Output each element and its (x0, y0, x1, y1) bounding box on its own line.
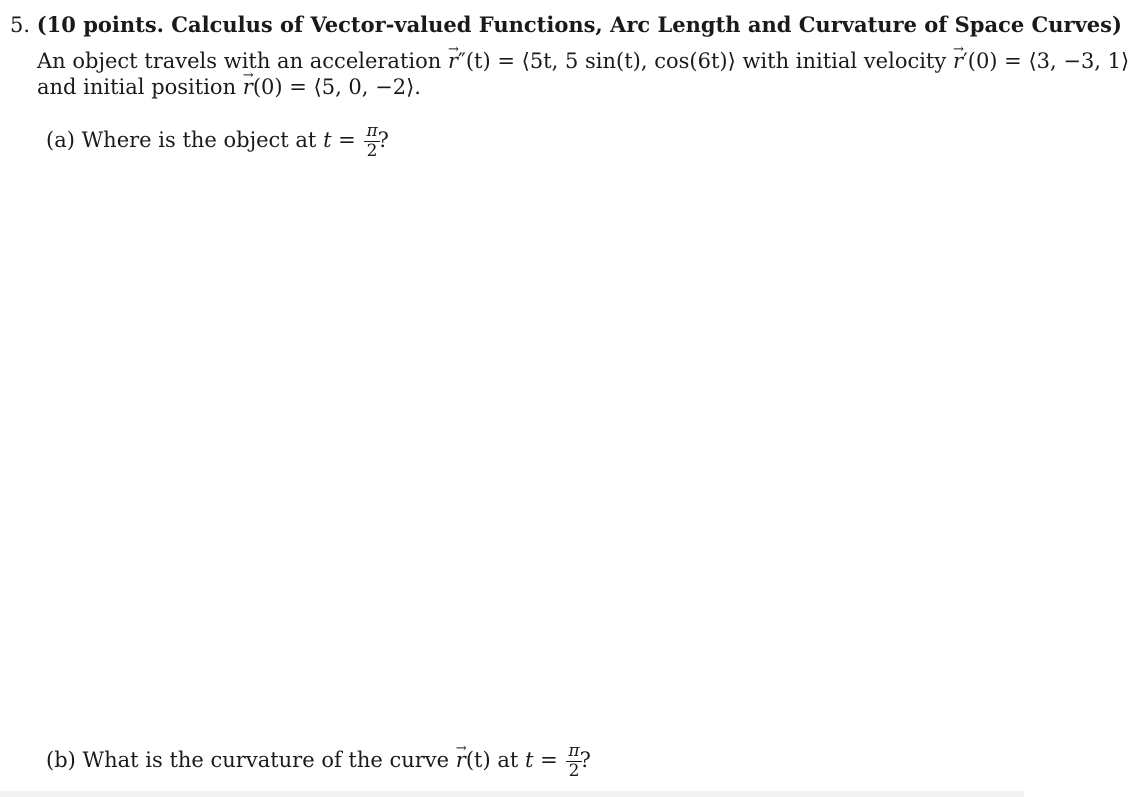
part-a-text: Where is the object at (81, 128, 317, 152)
position-expression: (0) = ⟨5, 0, −2⟩. (252, 75, 421, 99)
part-b-vector-symbol: → r (456, 742, 466, 778)
problem-title: (10 points. Calculus of Vector-valued Functions, Arc Length and Curvature of Space Curves) (36, 12, 1122, 37)
part-b-text: What is the curvature of the curve (82, 748, 450, 772)
problem-statement-line-2 (37, 74, 421, 100)
part-b-fraction-numerator: π (568, 741, 580, 761)
problem-statement-line-1 (37, 48, 1129, 74)
statement-intro: An object travels with an acceleration (37, 49, 442, 73)
statement-position-intro: and initial position (37, 75, 237, 99)
part-b-variable: t = (525, 748, 558, 772)
part-a-question-mark: ? (377, 128, 389, 152)
acceleration-vector-symbol: → r (448, 48, 458, 74)
part-a-fraction-numerator: π (366, 121, 378, 141)
part-b-vector-argument: (t) (465, 748, 491, 772)
part-b-question-mark: ? (579, 748, 591, 772)
velocity-expression: ′(0) = ⟨3, −3, 1⟩ (962, 49, 1129, 73)
statement-velocity-intro: with initial velocity (742, 49, 947, 73)
part-a-question (46, 122, 389, 160)
part-b-label: (b) (46, 748, 76, 772)
problem-number: 5. (10, 13, 31, 37)
part-a-label: (a) (46, 128, 75, 152)
part-a-variable: t = (323, 128, 356, 152)
acceleration-expression: ″(t) = ⟨5t, 5 sin(t), cos(6t)⟩ (458, 49, 736, 73)
part-b-question (46, 742, 591, 780)
part-b-fraction-denominator: 2 (568, 761, 580, 781)
velocity-vector-symbol: → r (953, 48, 963, 74)
part-b-at: at (497, 748, 519, 772)
page-bottom-edge (0, 791, 1024, 797)
problem-heading (10, 12, 1122, 38)
position-vector-symbol: → r (243, 74, 253, 100)
part-a-fraction-denominator: 2 (366, 141, 378, 161)
